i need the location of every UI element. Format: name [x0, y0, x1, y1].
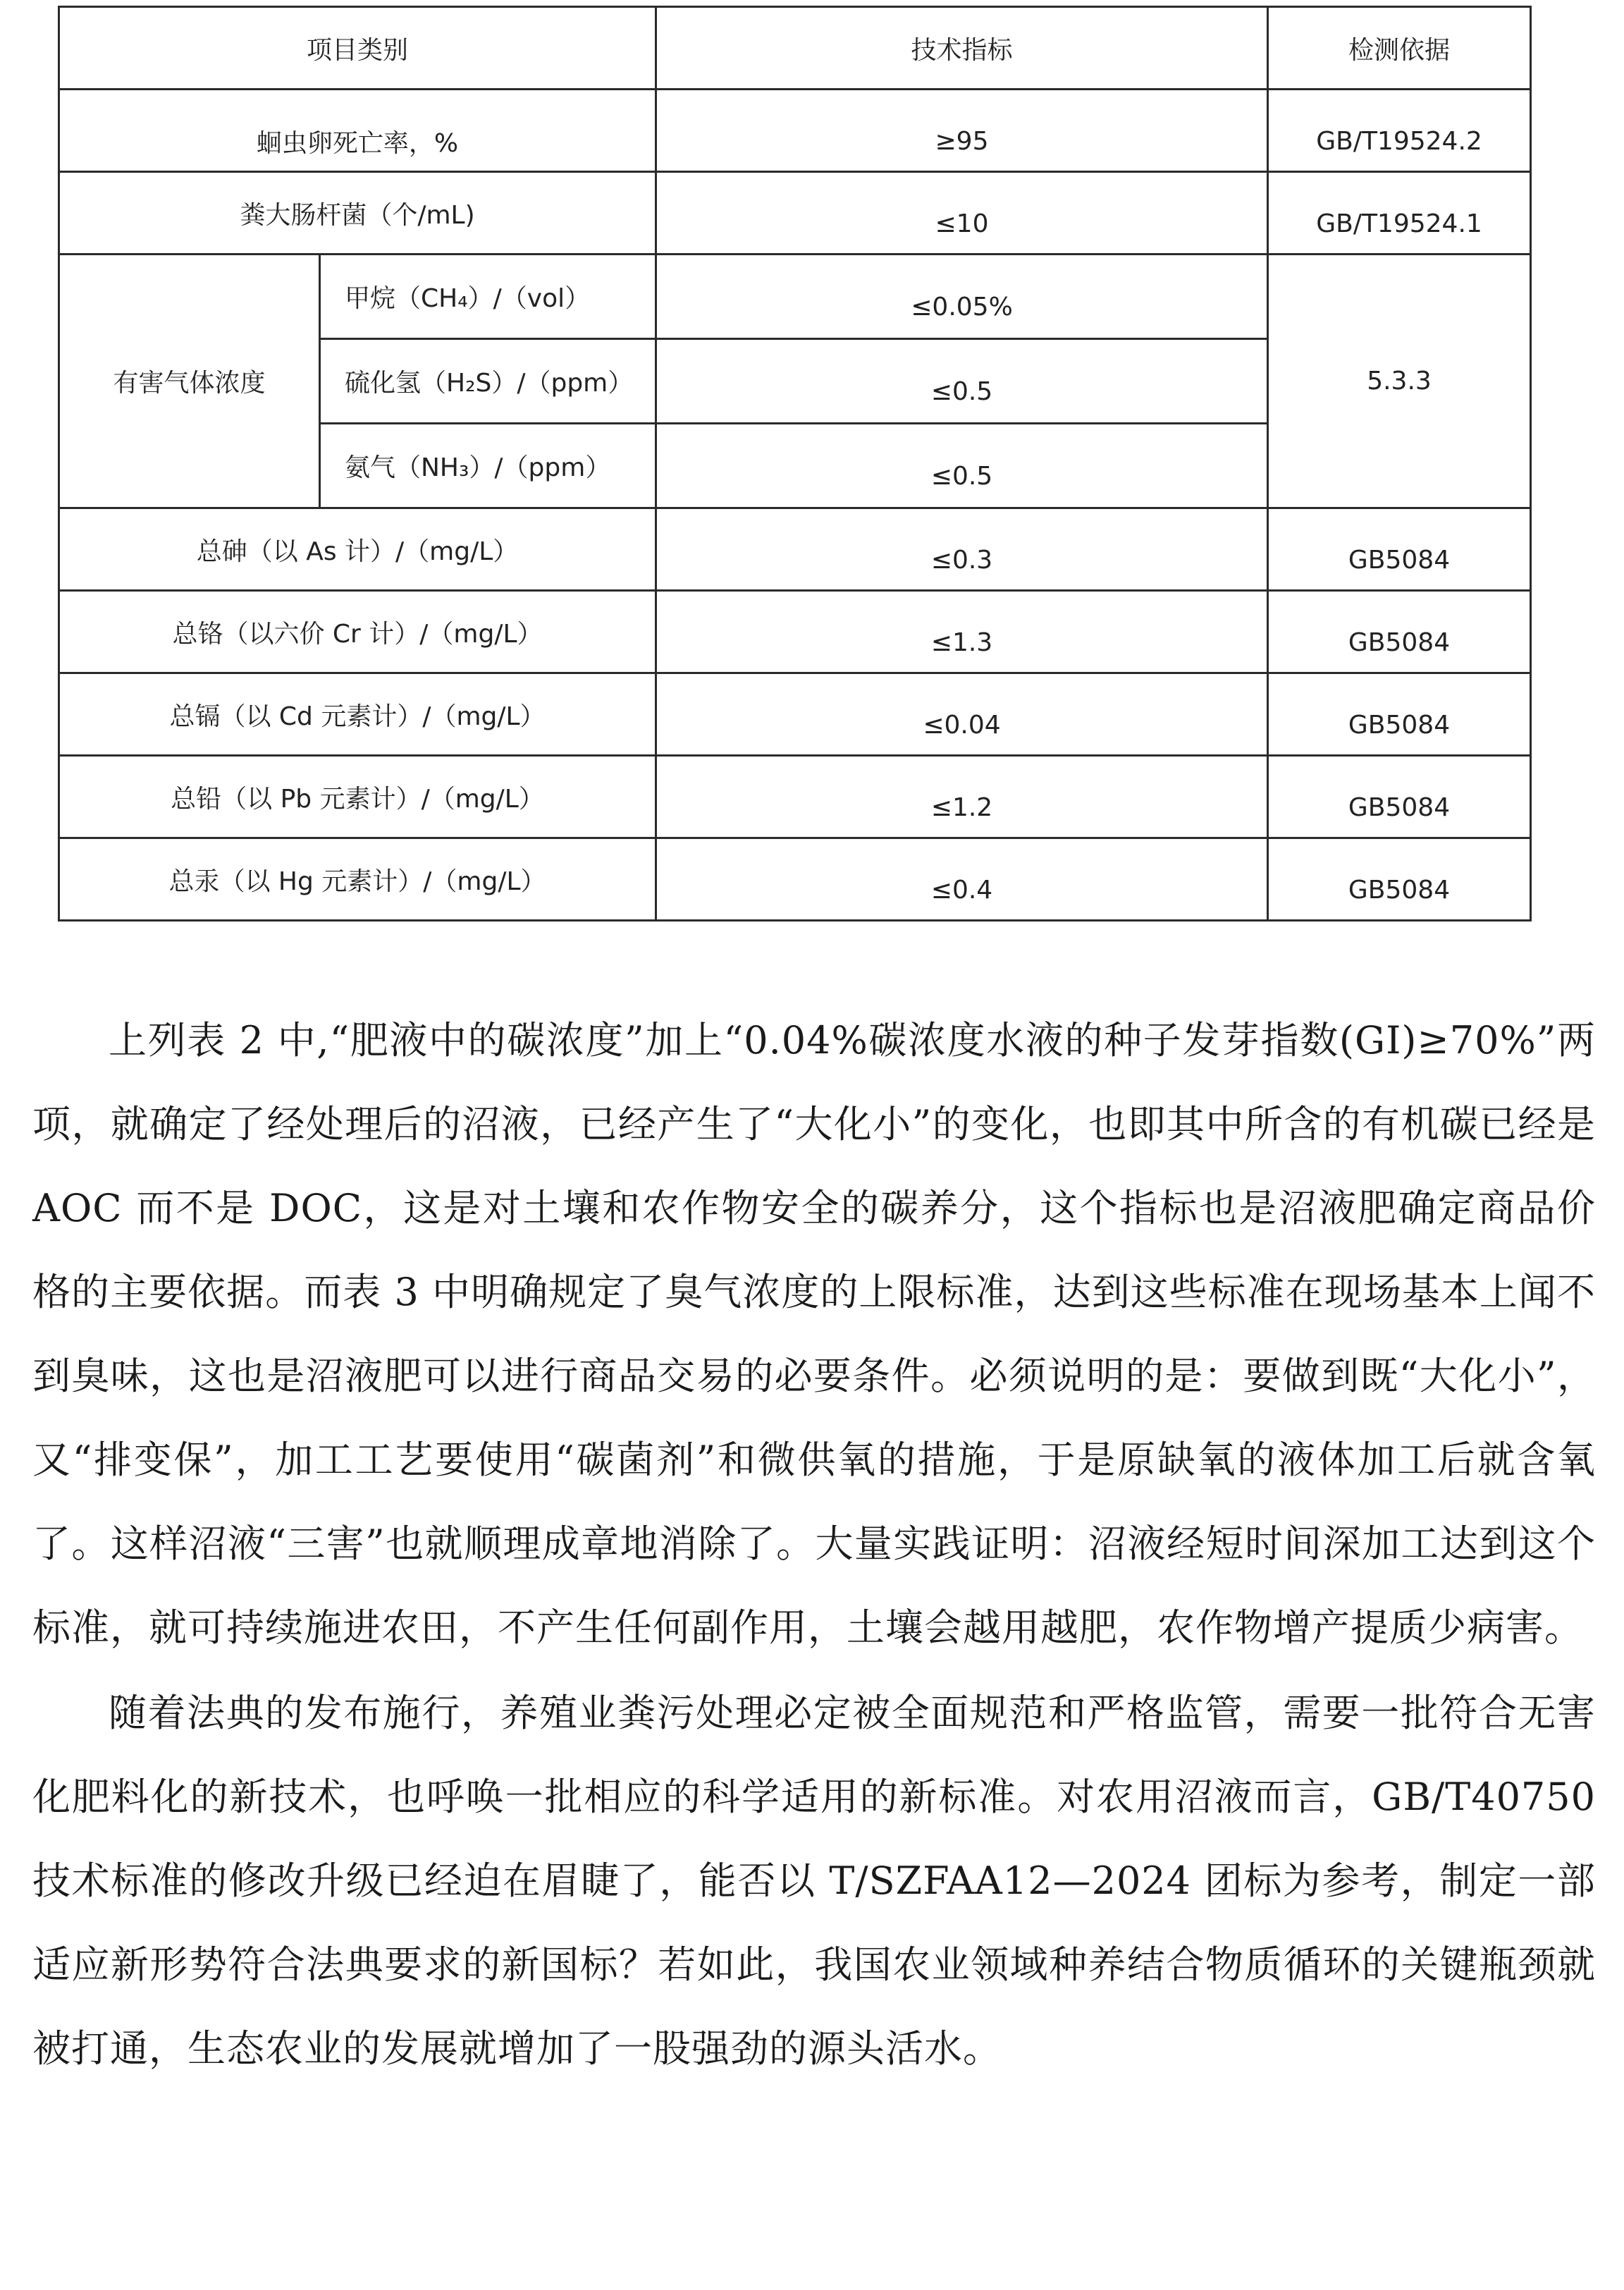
metal-item: 总汞（以 Hg 元素计）/（mg/L）: [59, 838, 656, 921]
body-text: [32, 998, 1596, 2090]
row-item: 粪大肠杆菌（个/mL): [59, 172, 656, 255]
paragraph: 上列表 2 中,“肥液中的碳浓度”加上“0.04%碳浓度水液的种子发芽指数(GI)≥70%”两项，就确定了经处理后的沼液，已经产生了“大化小”的变化，也即其中所含的有机碳已经是 AOC 而不是 DOC，这是对土壤和农作物安全的碳养分，这个指标也是沼液肥确定商品价格的主要依据。而表 3 中明确规定了臭气浓度的上限标准，达到这些标准在现场基本上闻不到臭味，这也是沼液肥可以进行商品交易的必要条件。必须说明的是：要做到既“大化小”，又“排变保”，加工工艺要使用“碳菌剂”和微供氧的措施，于是原缺氧的液体加工后就含氧了。这样沼液“三害”也就顺理成章地消除了。大量实践证明：沼液经短时间深加工达到这个标准，就可持续施进农田，不产生任何副作用，土壤会越用越肥，农作物增产提质少病害。: [32, 1018, 1596, 1650]
metal-basis: GB5084: [1268, 756, 1531, 838]
metal-basis: GB5084: [1268, 508, 1531, 591]
header-basis: 检测依据: [1268, 7, 1531, 90]
row-item: 蛔虫卵死亡率，%: [59, 90, 656, 172]
metal-spec: ≤0.04: [656, 673, 1268, 756]
gas-basis: 5.3.3: [1268, 255, 1531, 508]
metal-spec: ≤1.2: [656, 756, 1268, 838]
table-row: [59, 591, 1531, 673]
table-row: [59, 90, 1531, 172]
metal-item: 总铬（以六价 Cr 计）/（mg/L）: [59, 591, 656, 673]
gas-spec: ≤0.5: [656, 424, 1268, 508]
gas-item: 甲烷（CH₄）/（vol）: [320, 255, 656, 339]
table-row: [59, 756, 1531, 838]
paragraph: 随着法典的发布施行，养殖业粪污处理必定被全面规范和严格监管，需要一批符合无害化肥料化的新技术，也呼唤一批相应的科学适用的新标准。对农用沼液而言，GB/T40750 技术标准的修改升级已经迫在眉睫了，能否以 T/SZFAA12—2024 团标为参考，制定一部适应新形势符合法典要求的新国标？若如此，我国农业领域种养结合物质循环的关键瓶颈就被打通，生态农业的发展就增加了一股强劲的源头活水。: [32, 1691, 1596, 2071]
metal-basis: GB5084: [1268, 591, 1531, 673]
table-row: [59, 508, 1531, 591]
metal-item: 总镉（以 Cd 元素计）/（mg/L）: [59, 673, 656, 756]
table-header-row: [59, 7, 1531, 90]
gas-item: 硫化氢（H₂S）/（ppm）: [320, 339, 656, 424]
metal-item: 总砷（以 As 计）/（mg/L）: [59, 508, 656, 591]
metal-spec: ≤0.3: [656, 508, 1268, 591]
row-basis: GB/T19524.1: [1268, 172, 1531, 255]
table-row: [59, 673, 1531, 756]
header-spec: 技术指标: [656, 7, 1268, 90]
header-item: 项目类别: [59, 7, 656, 90]
spec-table: [58, 6, 1532, 921]
metal-basis: GB5084: [1268, 838, 1531, 921]
table-row-gas: [59, 255, 1531, 339]
row-spec: ≤10: [656, 172, 1268, 255]
metal-item: 总铅（以 Pb 元素计）/（mg/L）: [59, 756, 656, 838]
gas-spec: ≤0.05%: [656, 255, 1268, 339]
table-row: [59, 172, 1531, 255]
metal-basis: GB5084: [1268, 673, 1531, 756]
gas-group-label: 有害气体浓度: [59, 255, 320, 508]
gas-spec: ≤0.5: [656, 339, 1268, 424]
table-row: [59, 838, 1531, 921]
row-spec: ≥95: [656, 90, 1268, 172]
metal-spec: ≤1.3: [656, 591, 1268, 673]
metal-spec: ≤0.4: [656, 838, 1268, 921]
row-basis: GB/T19524.2: [1268, 90, 1531, 172]
gas-item: 氨气（NH₃）/（ppm）: [320, 424, 656, 508]
